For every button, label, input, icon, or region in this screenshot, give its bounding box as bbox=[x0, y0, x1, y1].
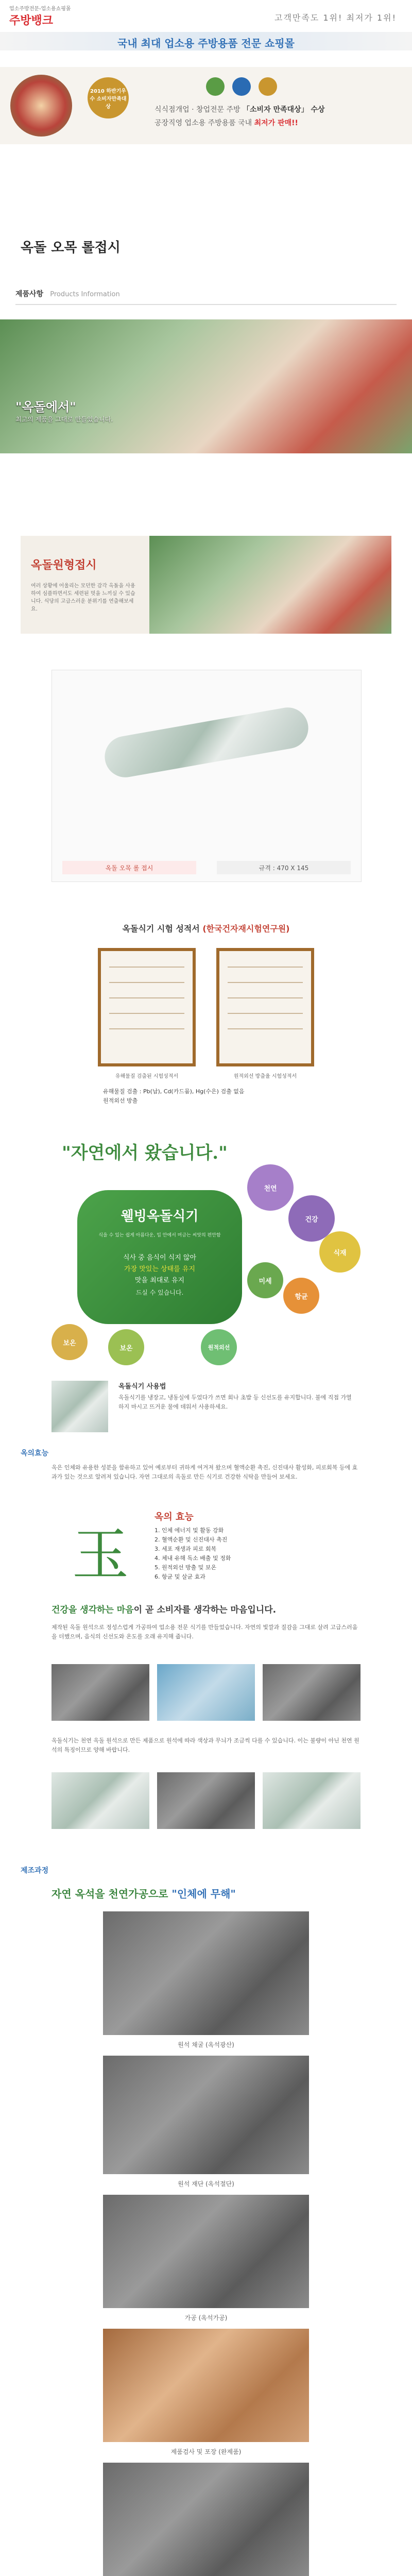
effects-list-title: 옥의 효능 bbox=[154, 1512, 194, 1522]
hero-overlay-title: "옥돌에서" bbox=[15, 400, 76, 414]
title-bar bbox=[0, 149, 412, 258]
product-info-bar bbox=[15, 289, 397, 305]
product-name-box bbox=[62, 861, 196, 874]
test-bullet-1: 유해물질 검출 : Pb(납), Cd(카드뮴), Hg(수은) 검출 없음 bbox=[103, 1088, 245, 1095]
effects-label: 옥의효능 bbox=[21, 1449, 49, 1457]
tagline: 고객만족도 1위! 최저가 1위! bbox=[274, 13, 397, 23]
cert-right[interactable] bbox=[216, 948, 314, 1066]
circle-7: 보온 bbox=[108, 1329, 144, 1365]
process-headline bbox=[52, 1886, 360, 1901]
effects-para1: 옥은 인체와 유용한 성분을 함유하고 있어 예로부터 귀하게 여겨져 왔으며 혈액순환 촉진, 신진대사 활성화, 피로회복 등에 효과가 있는 것으로 알려져 있습니다. 자연 그대로의 옥돌로 만든 식기로 건강한 식탁을 만들어 보세요. bbox=[52, 1464, 358, 1480]
effects-photo bbox=[263, 1664, 360, 1721]
hero-overlay-sub: 최고의 제품을 그대로 만들었습니다. bbox=[15, 416, 113, 423]
process-caption-1: 원석 채굴 (옥석광산) bbox=[178, 2041, 234, 2048]
product-size: 규격 : 470 X 145 bbox=[259, 864, 309, 872]
jade-usage-photo bbox=[52, 1381, 108, 1432]
award-row bbox=[0, 67, 412, 144]
process-photo-5 bbox=[103, 2463, 309, 2576]
effects-photo bbox=[157, 1772, 255, 1829]
circle-8: 원적외선 bbox=[201, 1329, 237, 1365]
wellbeing-panel-sub: 식을 수 있는 쉽게 아름다운, 입 안에서 머금는 씨앗의 편안함 bbox=[98, 1233, 221, 1238]
effects-quote bbox=[52, 1602, 360, 1615]
process-photo-3 bbox=[103, 2195, 309, 2308]
test-report-source: (한국건자재시험연구원) bbox=[202, 924, 290, 934]
hero-image bbox=[0, 319, 412, 453]
effect-item: 5. 원적외선 방출 및 보온 bbox=[154, 1564, 217, 1571]
effect-item: 1. 인체 에너지 및 활동 강화 bbox=[154, 1527, 224, 1534]
quote-emph: 건강을 생각하는 마음 bbox=[52, 1605, 134, 1615]
effects-para2: 제작된 옥돌 원석으로 정성스럽게 가공하여 업소용 전문 식기를 만들었습니다. 자연의 빛깔과 질감을 그대로 살려 고급스러움을 더했으며, 음식의 신선도와 온도를 오래 유지해 줍니다. bbox=[52, 1624, 358, 1640]
award-badge: 2010 하반기우수 소비자만족대상 bbox=[88, 77, 129, 118]
emblem-icon bbox=[232, 77, 251, 96]
process-photo-4 bbox=[103, 2329, 309, 2442]
test-report-bullets bbox=[103, 1087, 244, 1106]
circle-6: 항균 bbox=[283, 1278, 319, 1314]
process-caption-3: 가공 (옥석가공) bbox=[184, 2314, 228, 2321]
hero-overlay bbox=[15, 397, 113, 423]
food-photo-left bbox=[10, 75, 72, 137]
effect-item: 6. 항균 및 살균 효과 bbox=[154, 1573, 205, 1580]
intro-section bbox=[21, 536, 391, 634]
effects-photo-row2 bbox=[52, 1772, 360, 1834]
effects-photo bbox=[157, 1664, 255, 1721]
circle-5: 미세 bbox=[247, 1262, 283, 1298]
effect-item: 4. 체내 유해 독소 배출 및 정화 bbox=[154, 1555, 231, 1562]
intro-title: 옥돌원형접시 bbox=[31, 559, 97, 572]
desc-line2-emph: 최저가 판매!! bbox=[254, 119, 298, 127]
wellbeing-panel-line3: 맛을 최대로 유지 bbox=[134, 1277, 185, 1284]
wellbeing-section bbox=[31, 1133, 381, 1376]
wellbeing-panel-line1: 식사 중 음식이 식지 않아 bbox=[123, 1254, 197, 1262]
product-size-box bbox=[217, 861, 351, 874]
process-photo-1 bbox=[103, 1911, 309, 2035]
process-caption-4: 제품검사 및 포장 (완제품) bbox=[170, 2448, 242, 2455]
logo-small-text: 업소주방전문-업소용쇼핑몰 bbox=[9, 6, 71, 12]
effects-para3: 옥돌식기는 천연 옥돌 원석으로 만든 제품으로 원석에 따라 색상과 무늬가 조금씩 다를 수 있습니다. 이는 불량이 아닌 천연 원석의 특징이므로 양해 바랍니다. bbox=[52, 1737, 359, 1753]
product-image bbox=[101, 704, 312, 781]
cert-right-caption: 원적외선 방출율 시험성적서 bbox=[233, 1074, 297, 1079]
circle-1: 천연 bbox=[247, 1164, 294, 1211]
intro-left-panel bbox=[21, 536, 149, 634]
test-report-heading bbox=[52, 922, 360, 934]
wellbeing-panel bbox=[77, 1190, 242, 1324]
effects-photo bbox=[52, 1664, 149, 1721]
jade-usage-body: 옥돌식기를 냉장고, 냉동실에 두었다가 쓰면 회나 초밥 등 신선도를 유지합니다. 불에 직접 가열하지 마시고 뜨거운 물에 데워서 사용하세요. bbox=[118, 1394, 352, 1410]
wellbeing-panel-note: 드실 수 있습니다. bbox=[135, 1289, 184, 1296]
effects-photo bbox=[52, 1772, 149, 1829]
emblem-icon bbox=[259, 77, 277, 96]
product-info-sub: Products Information bbox=[50, 291, 120, 298]
product-info-label: 제품사항 bbox=[15, 290, 44, 298]
intro-photo bbox=[149, 536, 391, 634]
page-title: 옥돌 오목 롤접시 bbox=[21, 240, 121, 256]
test-report-title: 옥돌식기 시험 성적서 bbox=[122, 924, 200, 934]
test-bullet-2: 원적외선 방출 bbox=[103, 1097, 138, 1104]
product-shot bbox=[52, 670, 362, 882]
effects-box bbox=[52, 1504, 360, 1588]
circle-3: 식재 bbox=[319, 1231, 360, 1273]
logo-text: 주방뱅크 bbox=[9, 14, 54, 27]
circle-2: 건강 bbox=[288, 1195, 335, 1242]
wellbeing-slogan: "자연에서 왔습니다." bbox=[62, 1143, 228, 1163]
jade-usage-title: 옥돌식기 사용법 bbox=[118, 1383, 166, 1391]
emblem-icon bbox=[206, 77, 225, 96]
process-caption-2: 원석 재단 (옥석절단) bbox=[178, 2180, 234, 2188]
wellbeing-panel-line2: 가장 맛있는 상태를 유지 bbox=[124, 1265, 195, 1273]
test-report-section bbox=[52, 922, 360, 1118]
desc-line2-prefix: 공장직영 업소용 주방용품 국내 bbox=[154, 119, 252, 127]
product-name: 옥돌 오목 롤 접시 bbox=[105, 864, 153, 872]
intro-desc: 여러 상황에 어울리는 모던한 감각 옥돌을 사용하여 심플하면서도 세련된 멋을 느끼실 수 있습니다. 식당의 고급스러운 분위기를 연출해보세요. bbox=[31, 583, 135, 612]
quote-rest: 이 곧 소비자를 생각하는 마음입니다. bbox=[133, 1605, 277, 1615]
logo[interactable] bbox=[9, 4, 87, 32]
process-headline-emph: "인체에 무해" bbox=[171, 1888, 236, 1900]
wellbeing-panel-title: 웰빙옥돌식기 bbox=[121, 1209, 199, 1224]
effect-item: 2. 혈액순환 및 신진대사 촉진 bbox=[154, 1536, 228, 1543]
process-headline-prefix: 자연 옥석을 천연가공으로 bbox=[52, 1888, 168, 1900]
effect-item: 3. 세포 재생과 피로 회복 bbox=[154, 1546, 217, 1552]
cert-left[interactable] bbox=[98, 948, 196, 1066]
desc-line1-emph: 「소비자 만족대상」 수상 bbox=[243, 106, 325, 114]
process-label: 제조과정 bbox=[21, 1866, 49, 1874]
process-photo-2 bbox=[103, 2056, 309, 2174]
cert-left-caption: 유해물질 검출된 시험성적서 bbox=[115, 1074, 179, 1079]
headline: 국내 최대 업소용 주방용품 전문 쇼핑몰 bbox=[117, 37, 295, 49]
award-desc bbox=[154, 103, 402, 130]
effects-photo bbox=[263, 1772, 360, 1829]
circle-4: 보온 bbox=[52, 1324, 88, 1360]
desc-line1-prefix: 식식점개업 · 창업전문 주방 bbox=[154, 106, 241, 114]
award-emblems bbox=[206, 77, 309, 98]
headline-bar bbox=[0, 32, 412, 50]
jade-usage bbox=[52, 1381, 360, 1437]
header bbox=[0, 0, 412, 67]
jade-character: 玉 bbox=[72, 1522, 129, 1588]
effects-list bbox=[154, 1510, 350, 1582]
